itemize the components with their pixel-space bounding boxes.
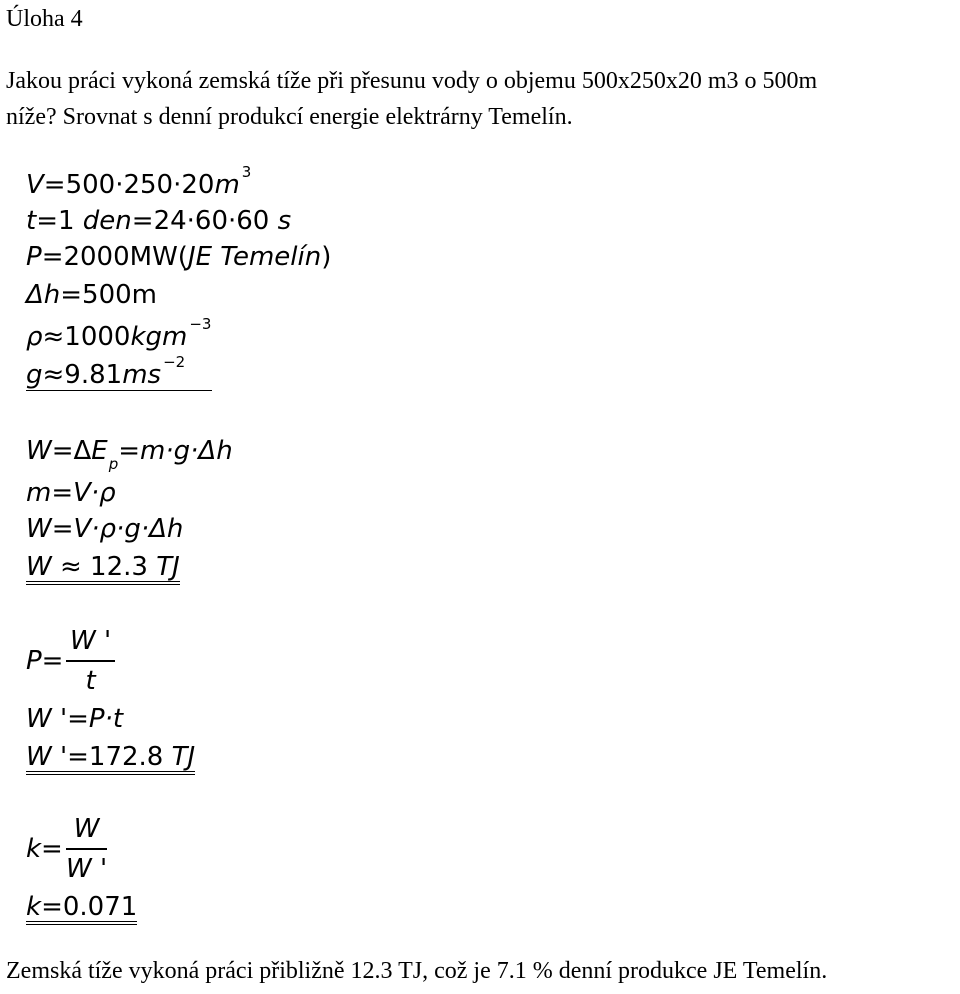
- power-lhs: P=: [26, 646, 64, 676]
- task-line-1: Jakou práci vykoná zemská tíže při přesunu vody o objemu 500x250x20 m3 o 500m: [6, 68, 818, 94]
- task-line-2: níže? Srovnat s denní produkcí energie elektrárny Temelín.: [6, 104, 573, 130]
- given-gravity: g≈9.81ms $^{-2}$: [26, 353, 186, 390]
- daily-energy-result: W '=172.8 TJ: [26, 744, 195, 775]
- mass-formula: m=V·ρ: [26, 478, 116, 508]
- conclusion: Zemská tíže vykoná práci přibližně 12.3 TJ, což je 7.1 % denní produkce JE Temelín.: [6, 958, 828, 984]
- work-expanded-formula: W=V·ρ·g·Δh: [26, 514, 184, 544]
- given-density: ρ≈1000kgm $^{-3}$: [26, 315, 212, 352]
- ratio-fraction-numerator: W: [66, 814, 107, 850]
- work-result: W ≈ 12.3 TJ: [26, 554, 180, 585]
- daily-energy-formula: W '=P·t: [26, 704, 124, 734]
- given-volume: V=500·250·20m $^3$: [26, 163, 252, 200]
- given-power: P=2000MW(JE Temelín): [26, 242, 332, 272]
- given-height-difference: Δh=500m: [26, 280, 158, 310]
- power-fraction: [66, 626, 115, 696]
- ratio-lhs: k=: [26, 834, 63, 864]
- given-time: t=1 den=24·60·60 s: [26, 206, 292, 236]
- ratio-fraction: [66, 814, 107, 884]
- given-separator-line: [26, 390, 212, 391]
- work-formula: $W=\Delta E_p=m\cdot g\cdot\Delta h$: [26, 436, 233, 473]
- heading: Úloha 4: [6, 6, 83, 32]
- power-fraction-numerator: W ': [66, 626, 115, 662]
- ratio-result: k=0.071: [26, 894, 137, 925]
- power-fraction-denominator: t: [85, 666, 96, 696]
- ratio-fraction-denominator: W ': [66, 854, 108, 884]
